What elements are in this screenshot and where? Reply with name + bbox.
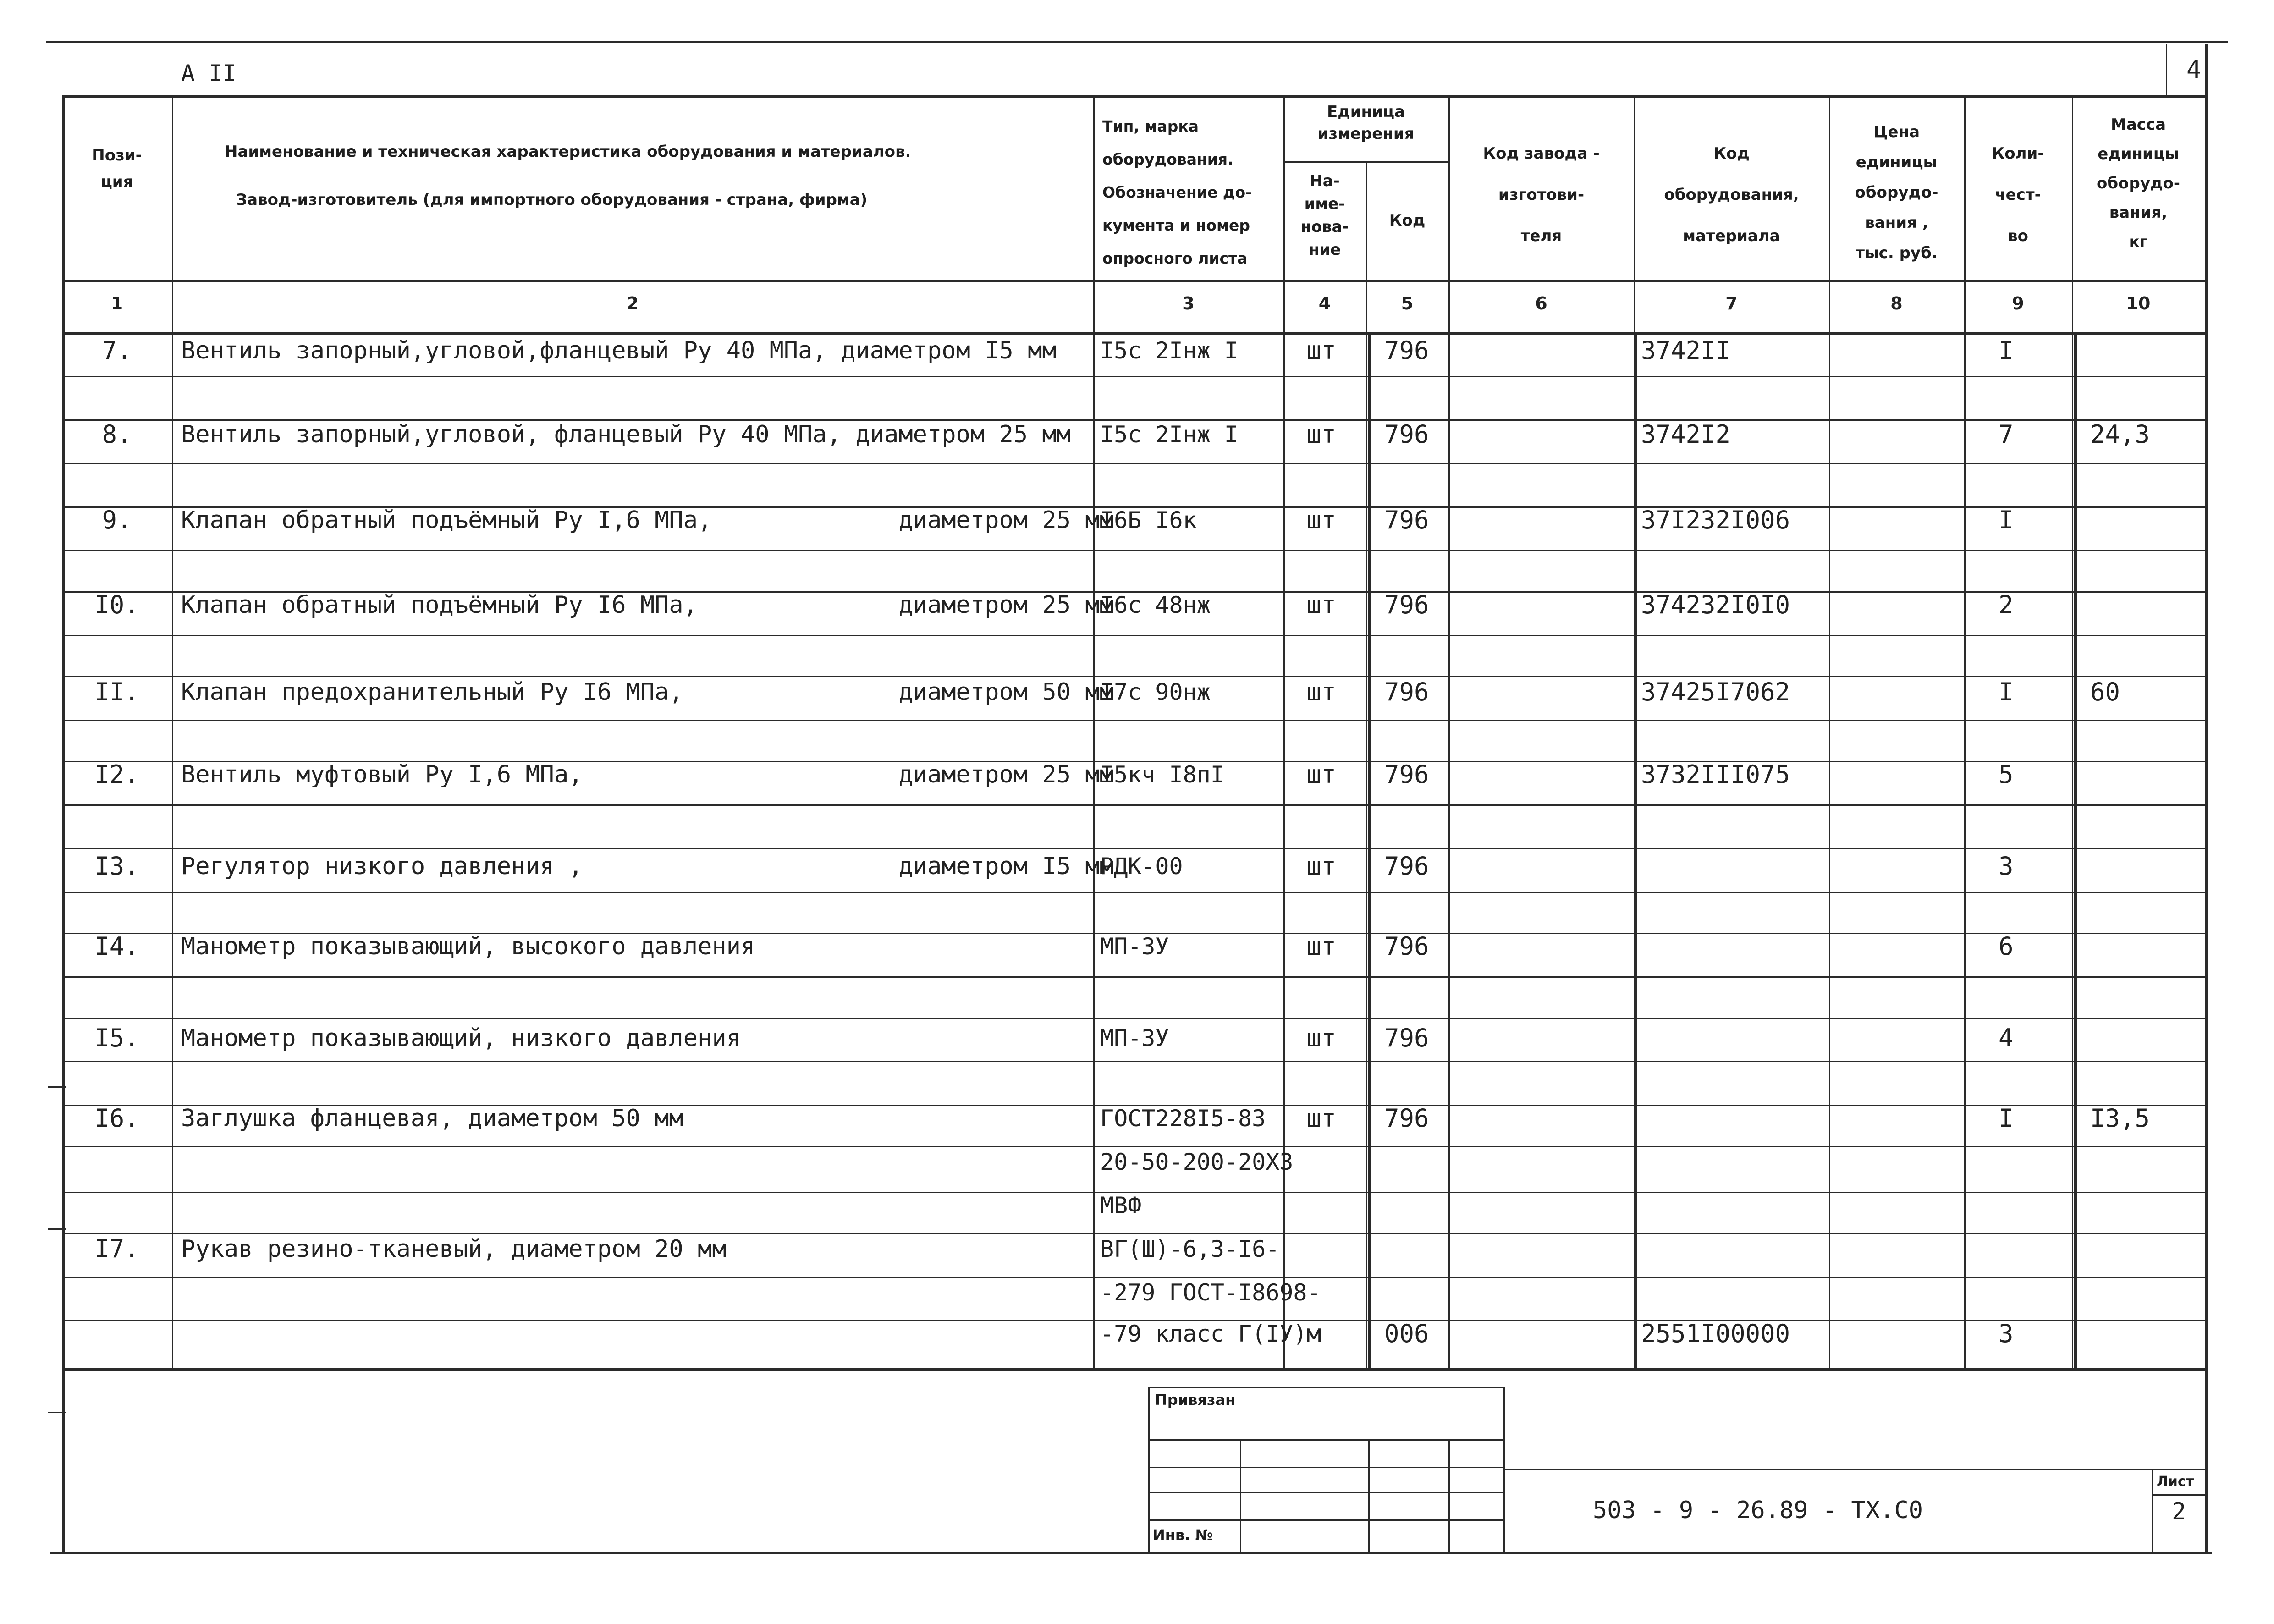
quantity-cell: 3	[1999, 1319, 2014, 1348]
sheet-value: 2	[2172, 1498, 2186, 1525]
type-cell: I5с 2Iнж I	[1100, 421, 1239, 448]
tb-line	[1503, 1469, 2207, 1470]
unit-code-cell: 006	[1384, 1319, 1429, 1348]
column-number: 10	[2126, 293, 2151, 314]
column-divider	[1366, 163, 1367, 1368]
column-number: 3	[1182, 293, 1195, 314]
item-code-cell: 3732III075	[1641, 760, 1790, 789]
page-bottom-border	[50, 1552, 2212, 1554]
type-cell: МП-3У	[1100, 1025, 1169, 1051]
top-rule	[46, 41, 2228, 43]
row-divider	[62, 892, 2205, 893]
position-cell: I3.	[94, 852, 139, 881]
unit-group-divider	[1283, 161, 1448, 163]
tb-line	[2152, 1494, 2207, 1496]
tb-line	[1448, 1439, 1450, 1552]
unit-cell: шт	[1306, 1024, 1337, 1052]
margin-tick	[48, 1412, 66, 1413]
tb-line	[1503, 1387, 1505, 1552]
column-number: 5	[1401, 293, 1414, 314]
column-number: 7	[1725, 293, 1738, 314]
numbers-bottom-border	[62, 332, 2207, 335]
tb-line	[1148, 1439, 1503, 1441]
row-divider	[62, 720, 2205, 721]
type-cell: 20-50-200-20Х3	[1100, 1149, 1294, 1175]
column-divider	[172, 95, 173, 1368]
unit-cell: шт	[1306, 336, 1337, 365]
quantity-cell: I	[1999, 1104, 2014, 1133]
name-cell: Клапан предохранительный Ру I6 МПа, диаметром 50 мм	[181, 678, 1114, 706]
name-cell: Рукав резино-тканевый, диаметром 20 мм	[181, 1235, 727, 1263]
column-emphasis	[1634, 333, 1637, 1368]
header-mass: Масса единицы оборудо- вания, кг	[2097, 116, 2180, 251]
mass-cell: I3,5	[2090, 1104, 2150, 1133]
header-position: Пози- ция	[92, 146, 142, 191]
album-label: А II	[181, 60, 237, 87]
column-number: 6	[1535, 293, 1547, 314]
document-code: 503 - 9 - 26.89 - ТХ.С0	[1593, 1497, 1923, 1524]
row-divider	[62, 1061, 2205, 1062]
row-divider	[62, 376, 2205, 377]
unit-cell: м	[1306, 1319, 1321, 1348]
type-cell: -279 ГОСТ-I8698-	[1100, 1279, 1321, 1306]
tb-line	[1148, 1467, 1503, 1468]
column-divider	[1448, 95, 1450, 1368]
mass-cell: 60	[2090, 677, 2120, 706]
quantity-cell: I	[1999, 336, 2014, 365]
frame-right-border	[2205, 44, 2208, 1554]
quantity-cell: 3	[1999, 852, 2014, 881]
quantity-cell: I	[1999, 677, 2014, 706]
row-divider	[62, 1146, 2205, 1147]
column-number: 4	[1318, 293, 1331, 314]
quantity-cell: I	[1999, 506, 2014, 534]
unit-code-cell: 796	[1384, 932, 1429, 961]
type-cell: I5кч I8пI	[1100, 761, 1224, 788]
column-emphasis	[2074, 333, 2077, 1368]
type-cell: ГОСТ228I5-83	[1100, 1105, 1266, 1132]
unit-code-cell: 796	[1384, 506, 1429, 534]
name-cell: Манометр показывающий, высокого давления	[181, 933, 755, 960]
name-cell: Вентиль запорный,угловой,фланцевый Ру 40 МПа, диаметром I5 мм	[181, 337, 1057, 364]
frame-left-border	[62, 95, 65, 1552]
column-divider	[1964, 95, 1966, 1368]
quantity-cell: 4	[1999, 1024, 2014, 1052]
sheet-number-top: 4	[2186, 55, 2202, 84]
type-cell: I6Б I6к	[1100, 507, 1197, 534]
unit-cell: шт	[1306, 852, 1337, 881]
name-cell: Регулятор низкого давления , диаметром I5 мм	[181, 853, 1114, 880]
item-code-cell: 2551I00000	[1641, 1319, 1790, 1348]
margin-tick	[48, 1228, 66, 1230]
name-cell: Манометр показывающий, низкого давления	[181, 1024, 741, 1052]
position-cell: 7.	[102, 336, 132, 365]
row-divider	[62, 1018, 2205, 1019]
position-cell: II.	[94, 677, 139, 706]
header-price: Цена единицы оборудо- вания , тыс. руб.	[1855, 123, 1938, 262]
type-cell: МП-3У	[1100, 933, 1169, 960]
column-number: 9	[2012, 293, 2024, 314]
position-cell: I7.	[94, 1234, 139, 1263]
unit-cell: шт	[1306, 420, 1337, 449]
unit-code-cell: 796	[1384, 1104, 1429, 1133]
row-divider	[62, 1233, 2205, 1234]
type-cell: I6с 48нж	[1100, 592, 1211, 618]
unit-cell: шт	[1306, 506, 1337, 534]
column-divider	[1829, 95, 1830, 1368]
header-name-line1: Наименование и техническая характеристика оборудования и материалов.	[225, 143, 911, 161]
item-code-cell: 374232I0I0	[1641, 590, 1790, 619]
column-divider	[2072, 95, 2073, 1368]
tb-line	[2152, 1469, 2153, 1552]
unit-code-cell: 796	[1384, 336, 1429, 365]
unit-code-cell: 796	[1384, 677, 1429, 706]
position-cell: 9.	[102, 506, 132, 534]
column-number: 8	[1890, 293, 1903, 314]
column-divider	[1283, 95, 1285, 1368]
header-name-line2: Завод-изготовитель (для импортного оборудования - страна, фирма)	[236, 191, 868, 209]
row-divider	[62, 1368, 2205, 1371]
item-code-cell: 37I232I006	[1641, 506, 1790, 534]
unit-code-cell: 796	[1384, 420, 1429, 449]
table-top-border	[62, 95, 2207, 98]
margin-tick	[48, 1086, 66, 1088]
header-unit-name: На- име- нова- ние	[1300, 172, 1349, 259]
sheet-label: Лист	[2157, 1474, 2194, 1490]
quantity-cell: 5	[1999, 760, 2014, 789]
position-cell: 8.	[102, 420, 132, 449]
unit-cell: шт	[1306, 760, 1337, 789]
unit-code-cell: 796	[1384, 590, 1429, 619]
unit-code-cell: 796	[1384, 1024, 1429, 1052]
name-cell: Клапан обратный подъёмный Ру I6 МПа, диаметром 25 мм	[181, 591, 1114, 619]
mass-cell: 24,3	[2090, 420, 2150, 449]
header-maker-code: Код завода - изготови- теля	[1483, 144, 1600, 245]
position-cell: I5.	[94, 1024, 139, 1052]
name-cell: Вентиль муфтовый Ру I,6 МПа, диаметром 25 мм	[181, 761, 1114, 788]
tb-line	[1240, 1439, 1241, 1552]
header-quantity: Коли- чест- во	[1992, 144, 2044, 245]
type-cell: РДК-00	[1100, 853, 1183, 880]
tb-line	[1368, 1439, 1370, 1552]
header-item-code: Код оборудования, материала	[1664, 144, 1799, 245]
header-type: Тип, марка оборудования. Обозначение до- кумента и номер опросного листа	[1102, 117, 1252, 267]
name-cell: Заглушка фланцевая, диаметром 50 мм	[181, 1105, 683, 1132]
header-unit-group: Единица измерения	[1317, 103, 1415, 143]
unit-cell: шт	[1306, 932, 1337, 961]
tb-line	[1148, 1387, 1150, 1552]
item-code-cell: 37425I7062	[1641, 677, 1790, 706]
column-divider	[1093, 95, 1095, 1368]
sheet-box-left	[2166, 44, 2167, 96]
header-unit-code: Код	[1389, 211, 1426, 230]
name-cell: Вентиль запорный,угловой, фланцевый Ру 40 МПа, диаметром 25 мм	[181, 421, 1071, 448]
column-emphasis	[1368, 333, 1371, 1368]
quantity-cell: 2	[1999, 590, 2014, 619]
row-divider	[62, 976, 2205, 978]
row-divider	[62, 676, 2205, 677]
inventory-number-label: Инв. №	[1153, 1526, 1213, 1544]
unit-cell: шт	[1306, 1104, 1337, 1133]
quantity-cell: 7	[1999, 420, 2014, 449]
name-cell: Клапан обратный подъёмный Ру I,6 МПа, диаметром 25 мм	[181, 506, 1114, 534]
item-code-cell: 3742I2	[1641, 420, 1731, 449]
position-cell: I2.	[94, 760, 139, 789]
row-divider	[62, 635, 2205, 636]
row-divider	[62, 550, 2205, 551]
position-cell: I6.	[94, 1104, 139, 1133]
unit-cell: шт	[1306, 590, 1337, 619]
position-cell: I4.	[94, 932, 139, 961]
type-cell: МВФ	[1100, 1192, 1142, 1219]
row-divider	[62, 804, 2205, 806]
column-number: 2	[626, 293, 639, 314]
type-cell: I7с 90нж	[1100, 679, 1211, 705]
attached-label: Привязан	[1155, 1391, 1236, 1409]
column-number: 1	[110, 293, 123, 314]
tb-line	[1148, 1492, 1503, 1493]
type-cell: ВГ(Ш)-6,3-I6-	[1100, 1236, 1280, 1262]
type-cell: -79 класс Г(IУ)	[1100, 1321, 1307, 1347]
unit-code-cell: 796	[1384, 852, 1429, 881]
tb-line	[1148, 1519, 1503, 1521]
type-cell: I5с 2Iнж I	[1100, 337, 1239, 364]
quantity-cell: 6	[1999, 932, 2014, 961]
header-bottom-border	[62, 280, 2207, 282]
position-cell: I0.	[94, 590, 139, 619]
row-divider	[62, 1277, 2205, 1278]
item-code-cell: 3742II	[1641, 336, 1731, 365]
unit-cell: шт	[1306, 677, 1337, 706]
row-divider	[62, 463, 2205, 464]
tb-line	[1148, 1387, 1503, 1388]
row-divider	[62, 848, 2205, 849]
unit-code-cell: 796	[1384, 760, 1429, 789]
